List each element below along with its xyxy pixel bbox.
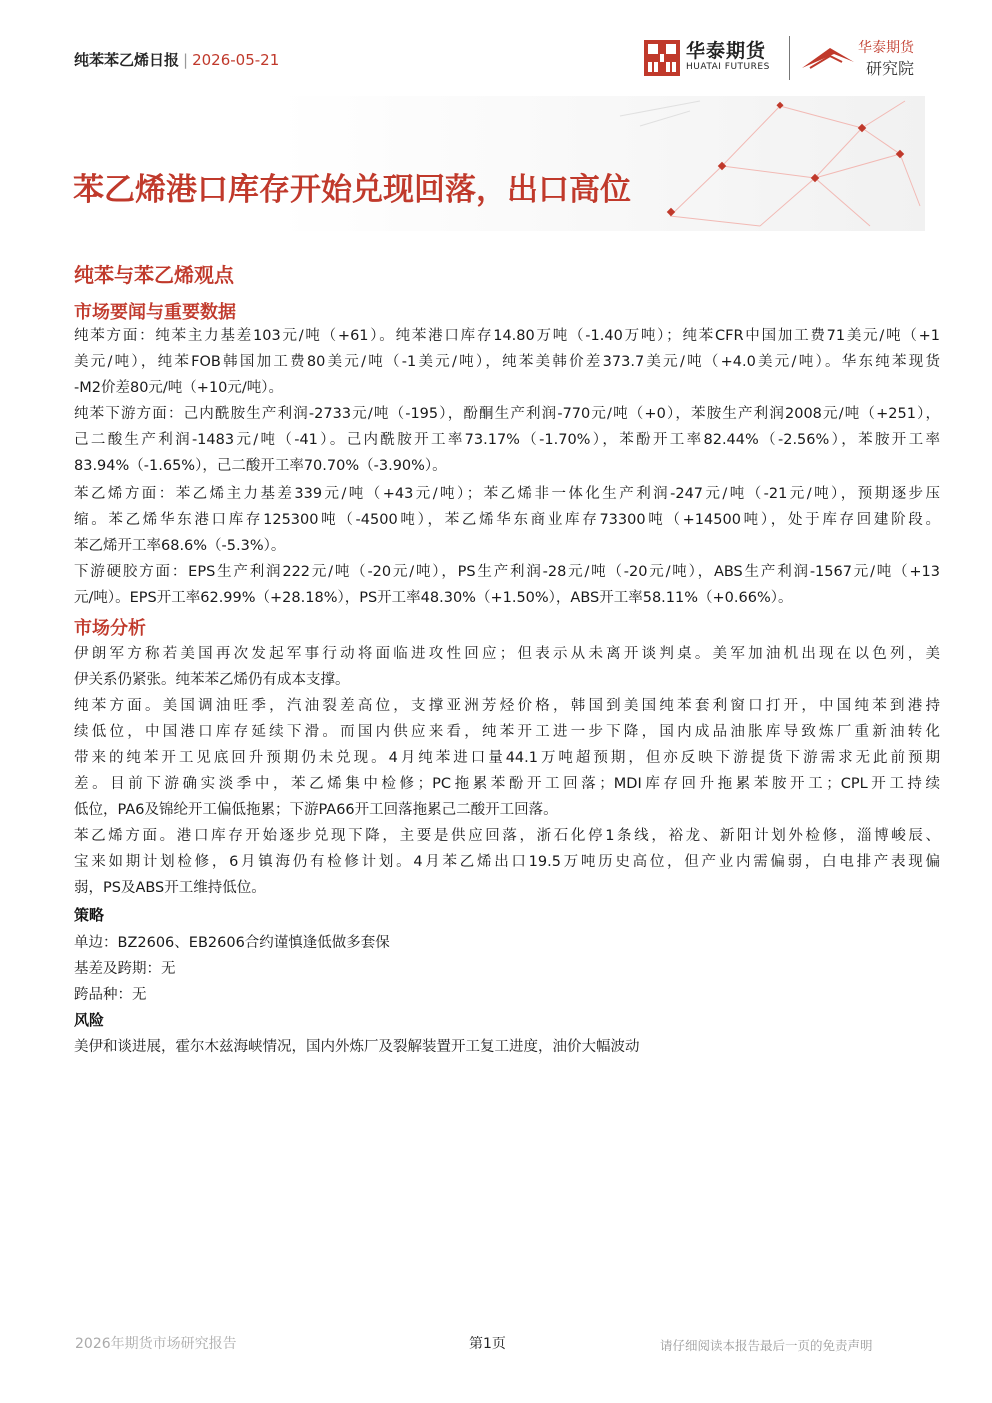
huatai-futures-logo [644, 36, 784, 80]
report-header [74, 49, 279, 70]
page-number: 第1页 [469, 1336, 506, 1352]
text-line: 美元/吨），纯苯FOB韩国加工费80美元/吨（-1美元/吨），纯苯美韩价差373.7美元/吨（+4.0美元/吨）。华东纯苯现货 [74, 354, 940, 370]
strategy-cross-variety: 跨品种：无 [74, 987, 147, 1003]
strategy-single-side: 单边：BZ2606、EB2606合约谨慎逢低做多套保 [74, 935, 390, 951]
text-line: 弱，PS及ABS开工维持低位。 [74, 880, 266, 896]
text-line: 苯乙烯方面：苯乙烯主力基差339元/吨（+43元/吨）；苯乙烯非一体化生产利润-247元/吨（-21元/吨），预期逐步压 [74, 486, 940, 502]
report-name: 纯苯苯乙烯日报 [74, 51, 180, 69]
risk-text: 美伊和谈进展，霍尔木兹海峡情况，国内外炼厂及裂解装置开工复工进度，油价大幅波动 [74, 1039, 640, 1055]
risk-heading: 风险 [74, 1011, 105, 1029]
market-analysis-heading: 市场分析 [74, 618, 146, 639]
company-name-cn: 华泰期货 [686, 40, 767, 62]
institute-name-bottom: 研究院 [866, 59, 915, 78]
text-line: 续低位，中国港口库存延续下滑。而国内供应来看，纯苯开工进一步下降，国内成品油胀库导致炼厂重新油转化 [74, 724, 940, 740]
text-line: 伊关系仍紧张。纯苯苯乙烯仍有成本支撑。 [74, 672, 350, 688]
text-line: 宝来如期计划检修，6月镇海仍有检修计划。4月苯乙烯出口19.5万吨历史高位，但产业内需偏弱，白电排产表现偏 [74, 854, 940, 870]
text-line: 低位，PA6及锦纶开工偏低拖累；下游PA66开工回落拖累己二酸开工回落。 [74, 802, 558, 818]
text-line: 带来的纯苯开工见底回升预期仍未兑现。4月纯苯进口量44.1万吨超预期，但亦反映下游提货下游需求无此前预期 [74, 750, 940, 766]
header-separator: | [183, 51, 189, 69]
institute-arrow-icon [800, 40, 856, 72]
text-line: 伊朗军方称若美国再次发起军事行动将面临进攻性回应；但表示从未离开谈判桌。美军加油机出现在以色列，美 [74, 646, 940, 662]
text-line: 苯乙烯方面。港口库存开始逐步兑现下降，主要是供应回落，浙石化停1条线，裕龙、新阳计划外检修，淄博峻辰、 [74, 828, 940, 844]
strategy-heading: 策略 [74, 906, 105, 924]
footer-report-name: 2026年期货市场研究报告 [75, 1336, 237, 1352]
market-news-heading: 市场要闻与重要数据 [74, 302, 236, 323]
huatai-logo-mark-icon [644, 40, 680, 76]
strategy-basis-spread: 基差及跨期：无 [74, 961, 176, 977]
text-line: 己二酸生产利润-1483元/吨（-41）。己内酰胺开工率73.17%（-1.70%），苯酚开工率82.44%（-2.56%），苯胺开工率 [74, 432, 940, 448]
text-line: -M2价差80元/吨（+10元/吨）。 [74, 380, 284, 396]
footer-disclaimer: 请仔细阅读本报告最后一页的免责声明 [660, 1338, 873, 1353]
analysis-paragraph-benzene [74, 693, 940, 823]
text-line: 纯苯方面。美国调油旺季，汽油裂差高位，支撑亚洲芳烃价格，韩国到美国纯苯套利窗口打开，中国纯苯到港持 [74, 698, 940, 714]
text-line: 下游硬胶方面：EPS生产利润222元/吨（-20元/吨），PS生产利润-28元/吨（-20元/吨），ABS生产利润-1567元/吨（+13 [74, 564, 940, 580]
text-line: 83.94%（-1.65%），己二酸开工率70.70%（-3.90%）。 [74, 458, 447, 474]
company-name-en: HUATAI FUTURES [686, 62, 770, 72]
page-title: 苯乙烯港口库存开始兑现回落，出口高位 [73, 172, 631, 208]
report-date: 2026-05-21 [192, 51, 280, 69]
institute-name-top: 华泰期货 [858, 40, 914, 56]
text-line: 差。目前下游确实淡季中，苯乙烯集中检修；PC拖累苯酚开工回落；MDI库存回升拖累苯胺开工；CPL开工持续 [74, 776, 940, 792]
text-line: 纯苯下游方面：己内酰胺生产利润-2733元/吨（-195），酚酮生产利润-770元/吨（+0），苯胺生产利润2008元/吨（+251）， [74, 406, 940, 422]
text-line: 苯乙烯开工率68.6%（-5.3%）。 [74, 538, 286, 554]
news-paragraph-hard-plastics [74, 559, 940, 611]
text-line: 元/吨）。EPS开工率62.99%（+28.18%），PS开工率48.30%（+1.50%），ABS开工率58.11%（+0.66%）。 [74, 590, 793, 606]
text-line: 缩。苯乙烯华东港口库存125300吨（-4500吨），苯乙烯华东商业库存73300吨（+14500吨），处于库存回建阶段。 [74, 512, 940, 528]
analysis-paragraph-styrene [74, 823, 940, 901]
news-paragraph-benzene [74, 323, 940, 401]
text-line: 纯苯方面：纯苯主力基差103元/吨（+61）。纯苯港口库存14.80万吨（-1.40万吨）；纯苯CFR中国加工费71美元/吨（+1 [74, 328, 940, 344]
news-paragraph-benzene-downstream [74, 401, 940, 479]
logo-divider [789, 36, 790, 80]
research-institute-logo [800, 36, 930, 80]
news-paragraph-styrene [74, 481, 940, 559]
section-title: 纯苯与苯乙烯观点 [74, 263, 234, 287]
analysis-paragraph-geopolitics [74, 641, 940, 693]
